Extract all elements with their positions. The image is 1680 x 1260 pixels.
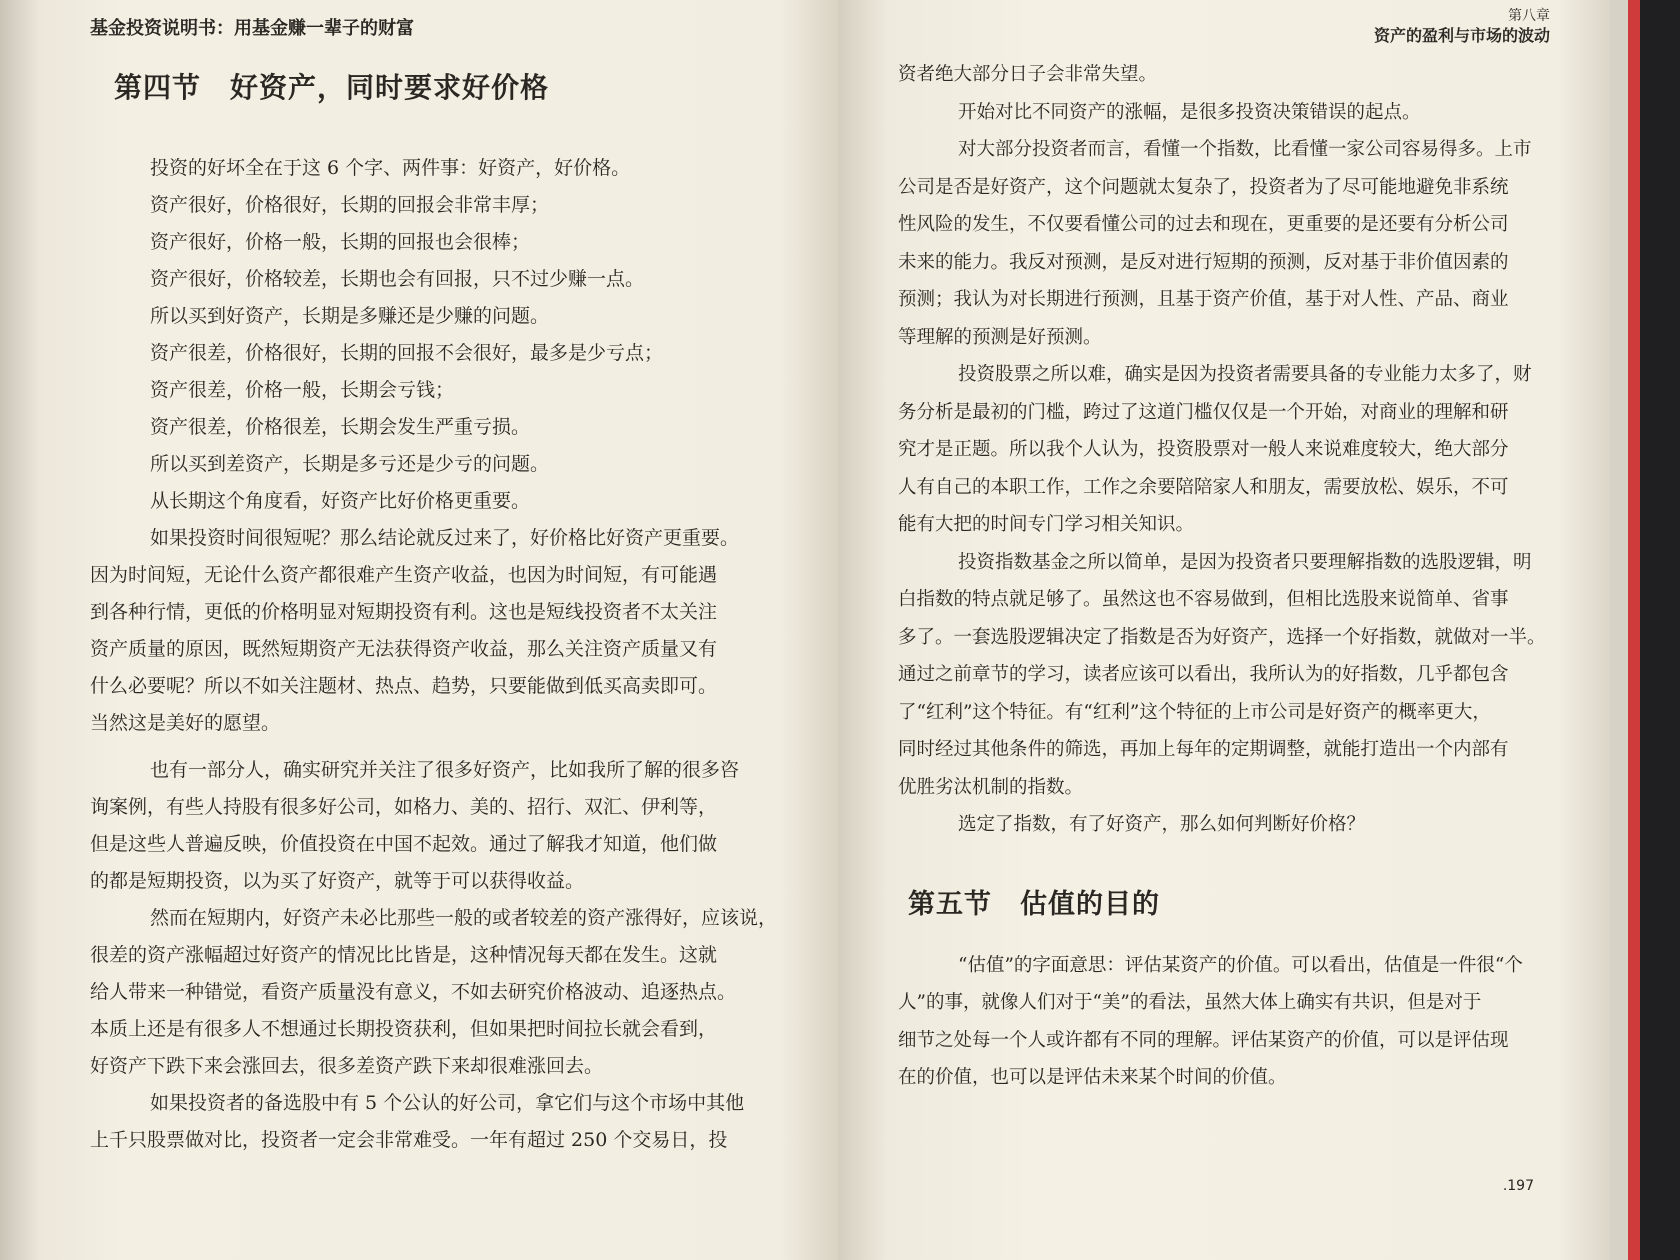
text-line: 资者绝大部分日子会非常失望。: [898, 64, 1158, 85]
text-line: 的都是短期投资，以为买了好资产，就等于可以获得收益。: [90, 870, 585, 892]
text-line: 资产很差，价格很差，长期会发生严重亏损。: [150, 416, 531, 438]
right-body-text-top: [898, 56, 1550, 844]
left-body-text: [90, 150, 802, 1159]
text-line: 细节之处每一个人或许都有不同的理解。评估某资产的价值，可以是评估现: [898, 1029, 1509, 1051]
text-line: 资产很差，价格一般，长期会亏钱；: [150, 379, 455, 401]
text-line: 投资的好坏全在于这 6 个字、两件事：好资产，好价格。: [150, 157, 631, 179]
text-line: 很差的资产涨幅超过好资产的情况比比皆是，这种情况每天都在发生。这就: [90, 944, 718, 966]
text-line: 通过之前章节的学习，读者应该可以看出，我所认为的好指数，几乎都包含: [898, 664, 1509, 685]
text-line: 未来的能力。我反对预测，是反对进行短期的预测，反对基于非价值因素的: [898, 251, 1509, 273]
text-line: 也有一部分人，确实研究并关注了很多好资产，比如我所了解的很多咨: [150, 759, 740, 781]
text-line: 务分析是最初的门槛，跨过了这道门槛仅仅是一个开始，对商业的理解和研: [898, 401, 1509, 423]
text-line: 上千只股票做对比，投资者一定会非常难受。一年有超过 250 个交易日，投: [90, 1129, 728, 1151]
text-line: 给人带来一种错觉，看资产质量没有意义，不如去研究价格波动、追逐热点。: [90, 981, 737, 1003]
text-line: 人”的事，就像人们对于“美”的看法，虽然大体上确实有共识，但是对于: [898, 992, 1482, 1013]
text-line: 如果投资者的备选股中有 5 个公认的好公司，拿它们与这个市场中其他: [150, 1092, 745, 1114]
text-line: 资产很好，价格一般，长期的回报也会很棒；: [150, 231, 531, 253]
running-head-book-title: 基金投资说明书：用基金赚一辈子的财富: [90, 18, 414, 39]
chapter-title: 资产的盈利与市场的波动: [1373, 26, 1550, 45]
text-line: 然而在短期内，好资产未必比那些一般的或者较差的资产涨得好，应该说，: [150, 907, 778, 929]
text-line: 人有自己的本职工作，工作之余要陪陪家人和朋友，需要放松、娱乐，不可: [898, 476, 1509, 498]
text-line: 资产很差，价格很好，长期的回报不会很好，最多是少亏点；: [150, 342, 664, 364]
text-line: 对大部分投资者而言，看懂一个指数，比看懂一家公司容易得多。上市: [958, 139, 1532, 160]
text-line: 预测；我认为对长期进行预测，且基于资产价值，基于对人性、产品、商业: [898, 289, 1509, 310]
text-line: 资产很好，价格很好，长期的回报会非常丰厚；: [150, 194, 550, 216]
text-line: 等理解的预测是好预测。: [898, 326, 1102, 348]
text-line: 所以买到差资产，长期是多亏还是少亏的问题。: [150, 453, 550, 475]
text-line: 资产质量的原因，既然短期资产无法获得资产收益，那么关注资产质量又有: [90, 638, 718, 660]
text-line: 资产很好，价格较差，长期也会有回报，只不过少赚一点。: [150, 268, 645, 290]
text-line: 因为时间短，无论什么资产都很难产生资产收益，也因为时间短，有可能遇: [90, 564, 718, 586]
page-number: .197: [1502, 1178, 1534, 1194]
text-line: 什么必要呢？所以不如关注题材、热点、趋势，只要能做到低买高卖即可。: [90, 675, 718, 697]
text-line: 投资股票之所以难，确实是因为投资者需要具备的专业能力太多了，财: [958, 364, 1532, 385]
right-page: [838, 0, 1610, 1260]
text-line: 在的价值，也可以是评估未来某个时间的价值。: [898, 1067, 1287, 1088]
book-edge: [1610, 0, 1680, 1260]
text-line: 好资产下跌下来会涨回去，很多差资产跌下来却很难涨回去。: [90, 1055, 604, 1077]
right-body-text-bottom: [898, 947, 1550, 1097]
text-line: 询案例，有些人持股有很多好公司，如格力、美的、招行、双汇、伊利等，: [90, 796, 718, 818]
left-page: [0, 0, 838, 1260]
text-line: 投资指数基金之所以简单，是因为投资者只要理解指数的选股逻辑，明: [958, 551, 1532, 573]
text-line: 了“红利”这个特征。有“红利”这个特征的上市公司是好资产的概率更大，: [898, 701, 1491, 723]
text-line: 当然这是美好的愿望。: [90, 712, 281, 734]
text-line: 但是这些人普遍反映，价值投资在中国不起效。通过了解我才知道，他们做: [90, 833, 718, 855]
text-line: 公司是否是好资产，这个问题就太复杂了，投资者为了尽可能地避免非系统: [898, 176, 1509, 198]
section-title-4: 第四节 好资产，同时要求好价格: [114, 71, 550, 104]
text-line: 白指数的特点就足够了。虽然这也不容易做到，但相比选股来说简单、省事: [898, 589, 1509, 610]
text-line: 究才是正题。所以我个人认为，投资股票对一般人来说难度较大，绝大部分: [898, 439, 1509, 460]
text-line: 多了。一套选股逻辑决定了指数是否为好资产，选择一个好指数，就做对一半。: [898, 626, 1546, 648]
text-line: 开始对比不同资产的涨幅，是很多投资决策错误的起点。: [958, 101, 1421, 123]
section-title-5: 第五节 估值的目的: [908, 888, 1160, 920]
text-line: 所以买到好资产，长期是多赚还是少赚的问题。: [150, 305, 550, 327]
text-line: 从长期这个角度看，好资产比好价格更重要。: [150, 490, 531, 512]
text-line: 选定了指数，有了好资产，那么如何判断好价格？: [958, 814, 1366, 835]
chapter-label: 第八章: [1508, 8, 1550, 24]
text-line: 能有大把的时间专门学习相关知识。: [898, 514, 1195, 535]
text-line: 性风险的发生，不仅要看懂公司的过去和现在，更重要的是还要有分析公司: [898, 214, 1509, 235]
running-head-chapter: [898, 6, 1550, 56]
text-line: 如果投资时间很短呢？那么结论就反过来了，好价格比好资产更重要。: [150, 527, 740, 549]
text-line: 同时经过其他条件的筛选，再加上每年的定期调整，就能打造出一个内部有: [898, 739, 1509, 760]
text-line: 优胜劣汰机制的指数。: [898, 776, 1084, 798]
text-line: 本质上还是有很多人不想通过长期投资获利，但如果把时间拉长就会看到，: [90, 1018, 718, 1040]
text-line: 到各种行情，更低的价格明显对短期投资有利。这也是短线投资者不太关注: [90, 601, 718, 623]
text-line: “估值”的字面意思：评估某资产的价值。可以看出，估值是一件很“个: [958, 954, 1523, 976]
